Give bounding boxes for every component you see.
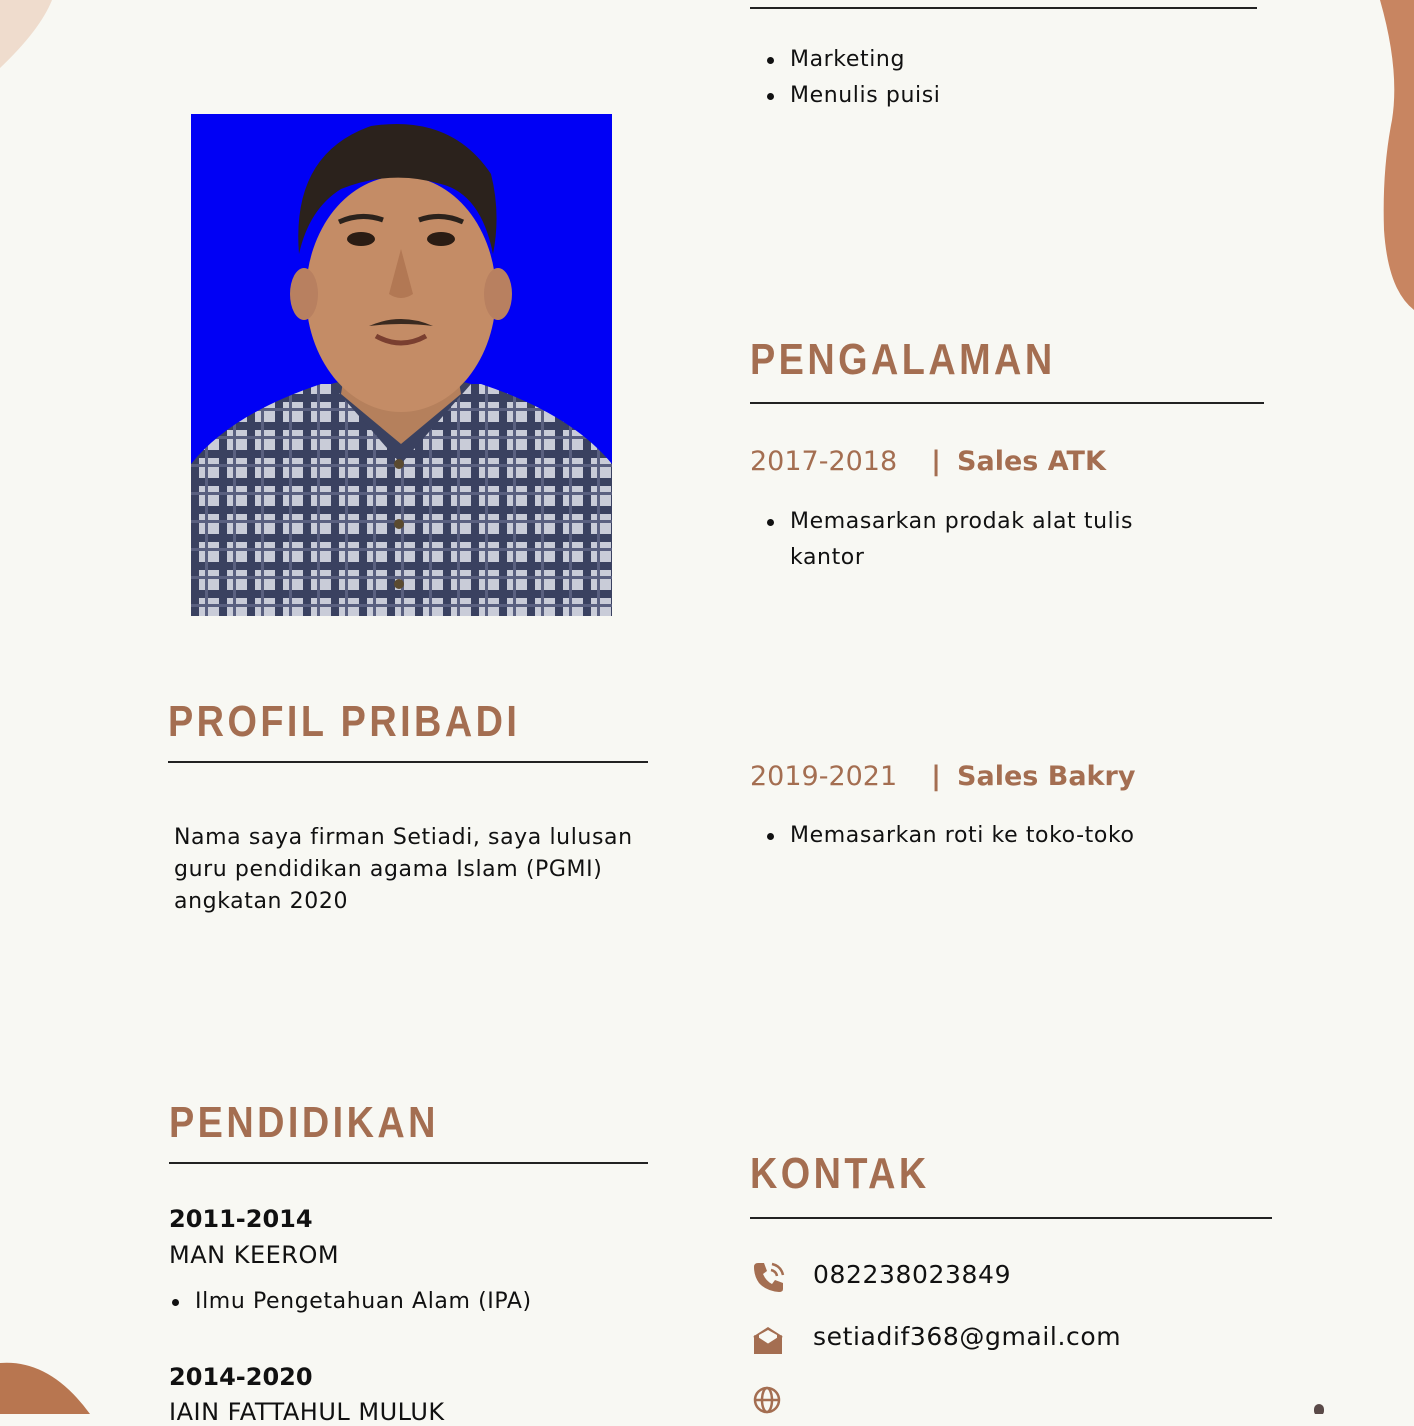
contact-heading: KONTAK (750, 1149, 930, 1198)
experience-divider (750, 402, 1264, 404)
profile-heading: PROFIL PRIBADI (168, 697, 521, 746)
job-title-1 (750, 446, 1106, 477)
job-years: 2017-2018 (750, 446, 898, 477)
globe-icon (752, 1385, 782, 1415)
phone-icon (752, 1260, 786, 1294)
contact-email[interactable]: setiadif368@gmail.com (813, 1322, 1122, 1351)
education-years-2: 2014-2020 (169, 1363, 313, 1391)
experience-heading: PENGALAMAN (750, 335, 1056, 384)
job-separator: | (931, 446, 942, 477)
list-item: Marketing (750, 42, 1250, 78)
job-bullets-1 (750, 504, 1160, 576)
contact-divider (750, 1217, 1272, 1219)
list-item: Menulis puisi (750, 78, 1250, 114)
job-separator: | (931, 761, 942, 792)
profile-divider (168, 761, 648, 763)
list-item: Memasarkan roti ke toko-toko (750, 818, 1270, 854)
job-years: 2019-2021 (750, 761, 898, 792)
skills-divider (750, 7, 1257, 9)
decorative-blob-bottom-left (0, 1355, 100, 1414)
list-item: Memasarkan prodak alat tulis kantor (750, 504, 1160, 576)
decorative-blob-right (1370, 0, 1414, 320)
job-title-2 (750, 761, 1135, 792)
education-years-1: 2011-2014 (169, 1205, 313, 1233)
job-bullets-2 (750, 818, 1270, 854)
job-role: Sales Bakry (957, 761, 1136, 792)
education-school-1: MAN KEEROM (169, 1241, 340, 1269)
person-silhouette (191, 114, 612, 616)
education-school-2: IAIN FATTAHUL MULUK (169, 1398, 445, 1426)
profile-text: Nama saya firman Setiadi, saya lulusan guru pendidikan agama Islam (PGMI) angkatan 2020 (174, 825, 633, 914)
skills-list (750, 42, 1250, 114)
decorative-blob-top-left (0, 0, 60, 70)
education-heading: PENDIDIKAN (169, 1098, 439, 1147)
contact-phone[interactable]: 082238023849 (813, 1260, 1012, 1289)
list-item: Ilmu Pengetahuan Alam (IPA) (155, 1284, 615, 1320)
education-divider (169, 1162, 648, 1164)
decorative-mark-bottom-right (1308, 1400, 1332, 1414)
profile-photo (191, 114, 612, 616)
education-bullets-1 (155, 1284, 615, 1320)
mail-icon (752, 1324, 784, 1356)
job-role: Sales ATK (957, 446, 1106, 477)
